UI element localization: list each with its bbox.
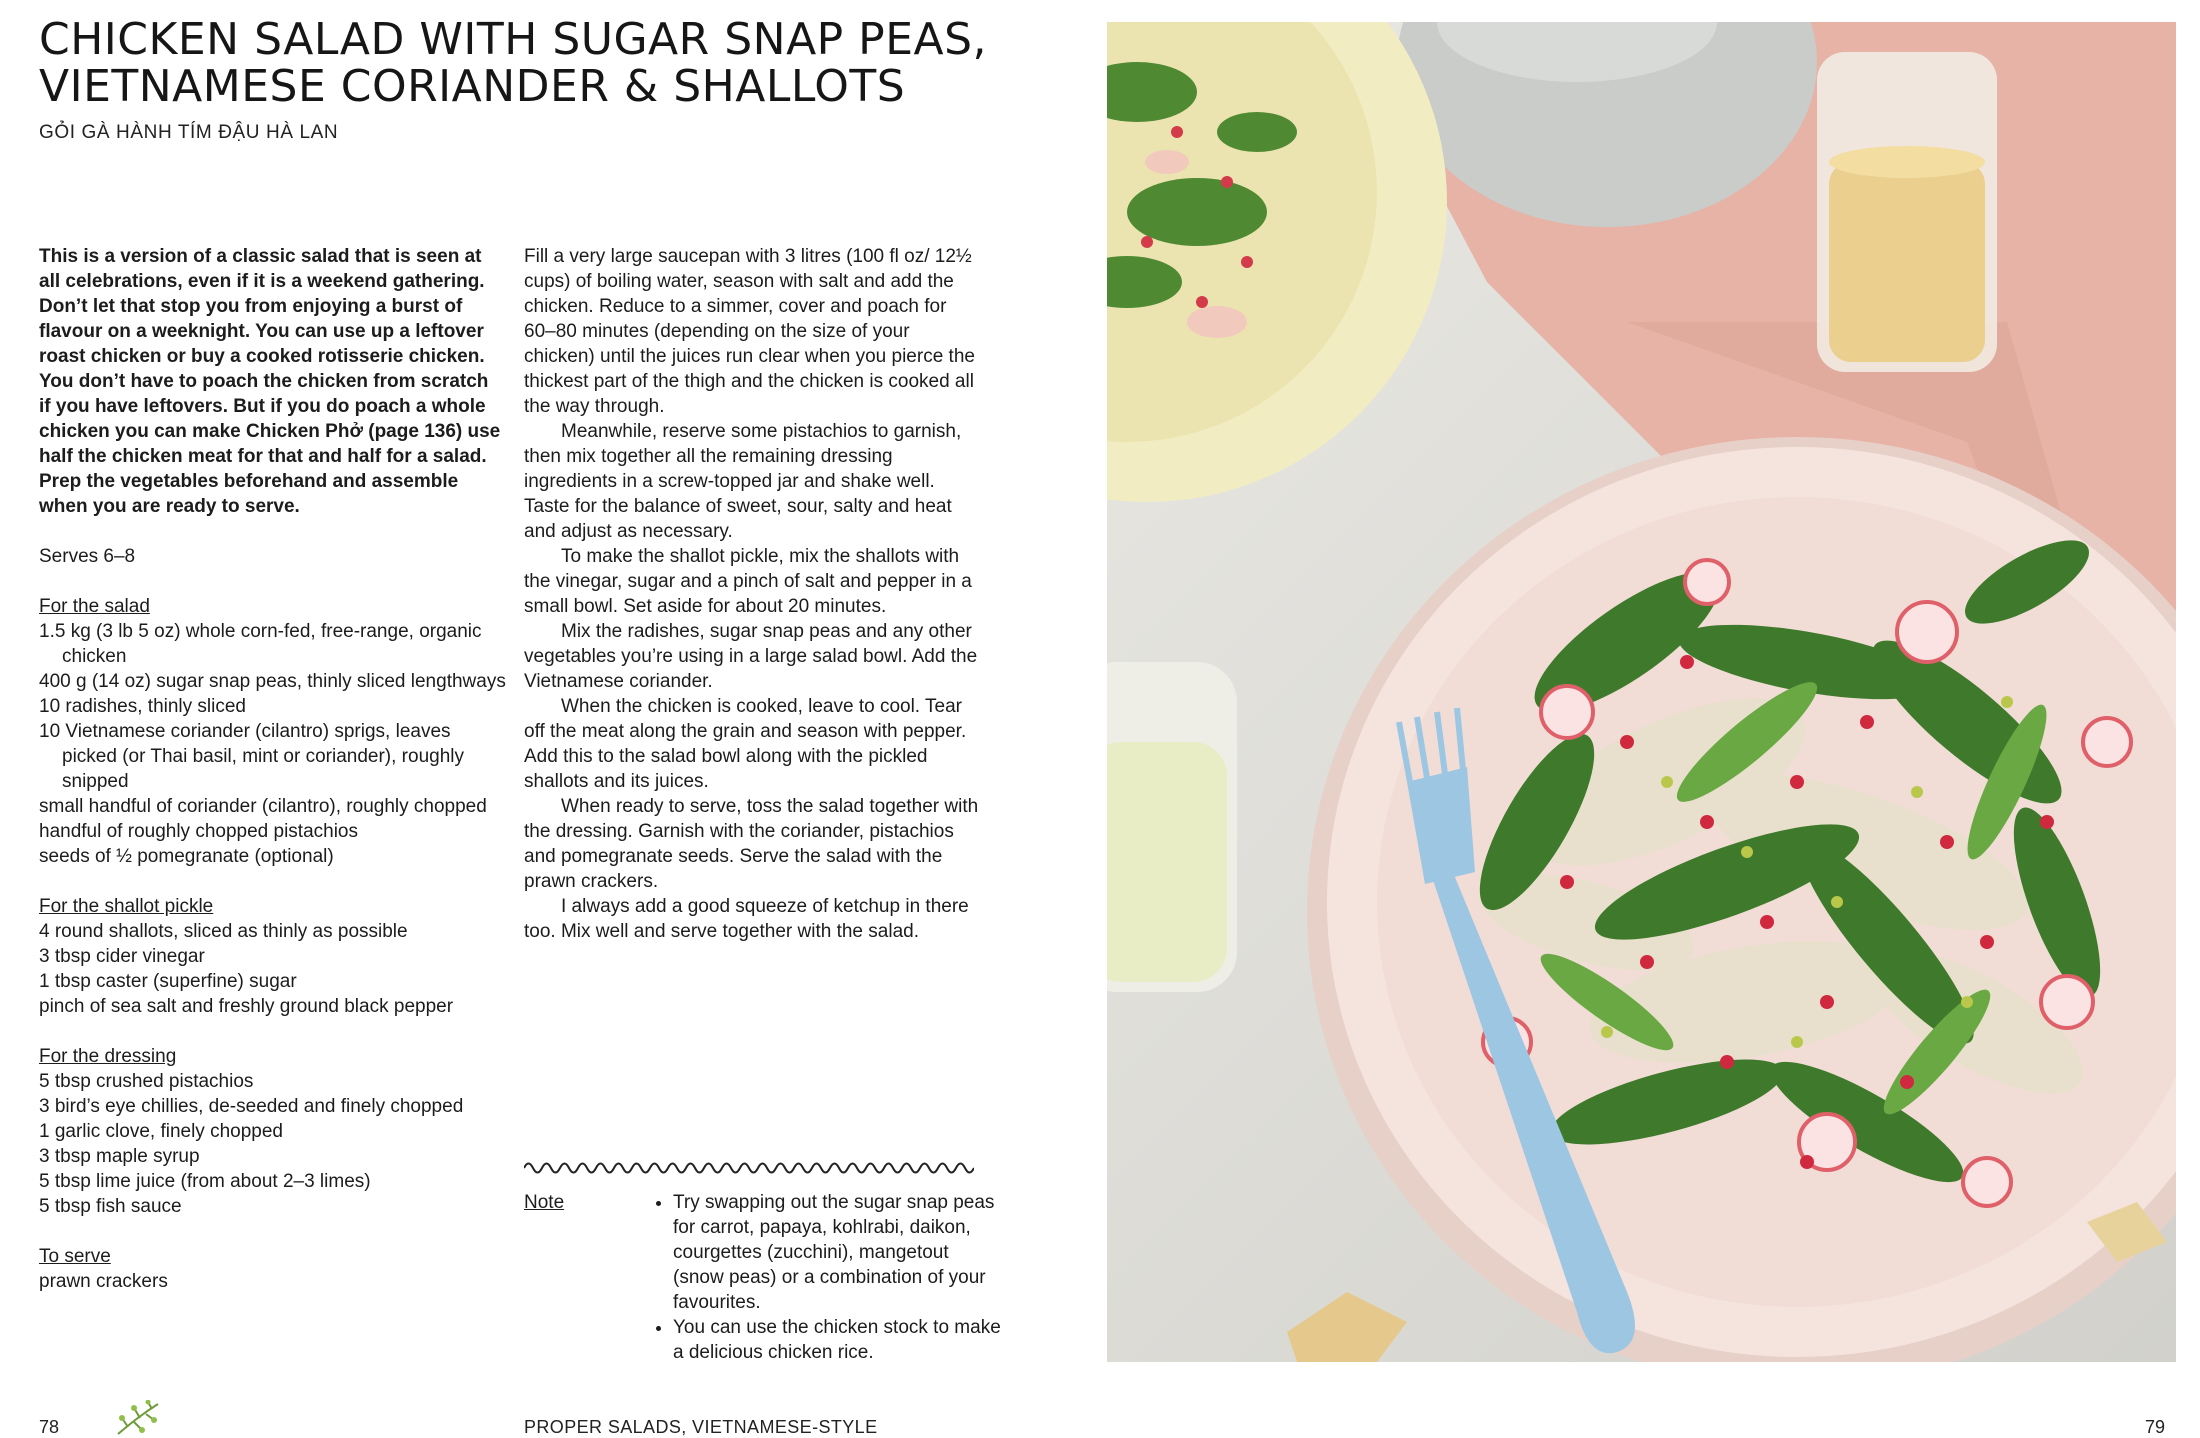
- ingredient-item: 5 tbsp lime juice (from about 2–3 limes): [39, 1171, 371, 1192]
- ingredient-item: 5 tbsp fish sauce: [39, 1196, 182, 1217]
- running-title: PROPER SALADS, VIETNAMESE-STYLE: [524, 1417, 878, 1437]
- method-paragraph: When the chicken is cooked, leave to cool. Tear off the meat along the grain and season with pepper. Add this to the salad bowl along with the pickled shallots and its juices.: [524, 696, 967, 792]
- ingredient-section: [39, 894, 509, 1019]
- method-paragraph: Fill a very large saucepan with 3 litres (100 fl oz/ 12½ cups) of boiling water, season with salt and add the chicken. Reduce to a simmer, cover and poach for 60–80 minutes (depending on the size of your chicken) until the juices run clear when you pierce the thickest part of the thigh and the chicken is cooked all the way through.: [524, 246, 975, 417]
- ingredient-item: 4 round shallots, sliced as thinly as possible: [39, 921, 408, 942]
- recipe-subtitle-vietnamese: GỎI GÀ HÀNH TÍM ĐẬU HÀ LAN: [39, 122, 339, 143]
- ingredient-item: small handful of coriander (cilantro), roughly chopped: [39, 796, 487, 817]
- method-paragraph: To make the shallot pickle, mix the shallots with the vinegar, sugar and a pinch of salt and pepper in a small bowl. Set aside for about 20 minutes.: [524, 546, 972, 617]
- method-paragraph: I always add a good squeeze of ketchup in there too. Mix well and serve together with the salad.: [524, 896, 969, 942]
- ingredient-sections: [39, 594, 509, 1294]
- ingredient-item: 1 tbsp caster (superfine) sugar: [39, 971, 297, 992]
- ingredients-column: [39, 244, 509, 1294]
- ingredient-item: 3 bird’s eye chillies, de-seeded and finely chopped: [39, 1096, 464, 1117]
- ingredient-item: pinch of sea salt and freshly ground black pepper: [39, 996, 454, 1017]
- ingredient-section: [39, 1044, 509, 1219]
- recipe-title: [39, 16, 1079, 110]
- ingredient-section-title: For the salad: [39, 596, 150, 617]
- salad-photo-illustration: [1107, 22, 2176, 1362]
- ingredient-item: 1 garlic clove, finely chopped: [39, 1121, 283, 1142]
- ingredient-item: prawn crackers: [39, 1271, 168, 1292]
- serves-count: Serves 6–8: [39, 546, 136, 567]
- ingredient-item: 3 tbsp maple syrup: [39, 1146, 200, 1167]
- note-item: • You can use the chicken stock to make a delicious chicken rice.: [673, 1315, 1003, 1365]
- page-number-right: 79: [2145, 1417, 2166, 1437]
- ingredient-item: seeds of ½ pomegranate (optional): [39, 846, 334, 867]
- ingredient-item: 10 Vietnamese coriander (cilantro) sprigs, leaves picked (or Thai basil, mint or coriander), roughly snipped: [39, 721, 464, 792]
- ingredient-section-title: For the dressing: [39, 1046, 177, 1067]
- note-label: Note: [524, 1192, 565, 1213]
- wave-divider: [524, 1157, 974, 1179]
- method-paragraph: Mix the radishes, sugar snap peas and any other vegetables you’re using in a large salad bowl. Add the Vietnamese coriander.: [524, 621, 978, 692]
- ingredient-item: 10 radishes, thinly sliced: [39, 696, 246, 717]
- note-list: [655, 1190, 1003, 1365]
- page-number-left: 78: [39, 1417, 60, 1437]
- recipe-intro: This is a version of a classic salad that is seen at all celebrations, even if it is a weekend gathering. Don’t let that stop you from enjoying a burst of flavour on a weeknight. You can use up a leftover roast chicken or buy a cooked rotisserie chicken. You don’t have to poach the chicken from scratch if you have leftovers. But if you do poach a whole chicken you can make Chicken Phở (page 136) use half the chicken meat for that and half for a salad. Prep the vegetables beforehand and assemble when you are ready to serve.: [39, 246, 501, 517]
- recipe-title-line-2: VIETNAMESE CORIANDER & SHALLOTS: [39, 61, 906, 112]
- salad-photo: [1107, 22, 2176, 1362]
- note-item: • Try swapping out the sugar snap peas for carrot, papaya, kohlrabi, daikon, courgettes (zucchini), mangetout (snow peas) or a combination of your favourites.: [673, 1190, 1003, 1315]
- ingredient-item: 400 g (14 oz) sugar snap peas, thinly sliced lengthways: [39, 671, 506, 692]
- method-column: [524, 244, 979, 944]
- recipe-title-line-1: CHICKEN SALAD WITH SUGAR SNAP PEAS,: [39, 14, 988, 65]
- ingredient-section: [39, 1244, 509, 1294]
- method-paragraph: When ready to serve, toss the salad together with the dressing. Garnish with the coriander, pistachios and pomegranate seeds. Serve the salad with the prawn crackers.: [524, 796, 979, 892]
- herb-sprig-icon: [112, 1400, 164, 1437]
- ingredient-item: 1.5 kg (3 lb 5 oz) whole corn-fed, free-range, organic chicken: [39, 621, 482, 667]
- ingredient-section-title: For the shallot pickle: [39, 896, 214, 917]
- ingredient-item: 5 tbsp crushed pistachios: [39, 1071, 254, 1092]
- ingredient-section-title: To serve: [39, 1246, 111, 1267]
- ingredient-item: 3 tbsp cider vinegar: [39, 946, 205, 967]
- method-paragraph: Meanwhile, reserve some pistachios to garnish, then mix together all the remaining dressing ingredients in a screw-topped jar and shake well. Taste for the balance of sweet, sour, salty and heat and adjust as necessary.: [524, 421, 962, 542]
- ingredient-section: [39, 594, 509, 869]
- ingredient-item: handful of roughly chopped pistachios: [39, 821, 359, 842]
